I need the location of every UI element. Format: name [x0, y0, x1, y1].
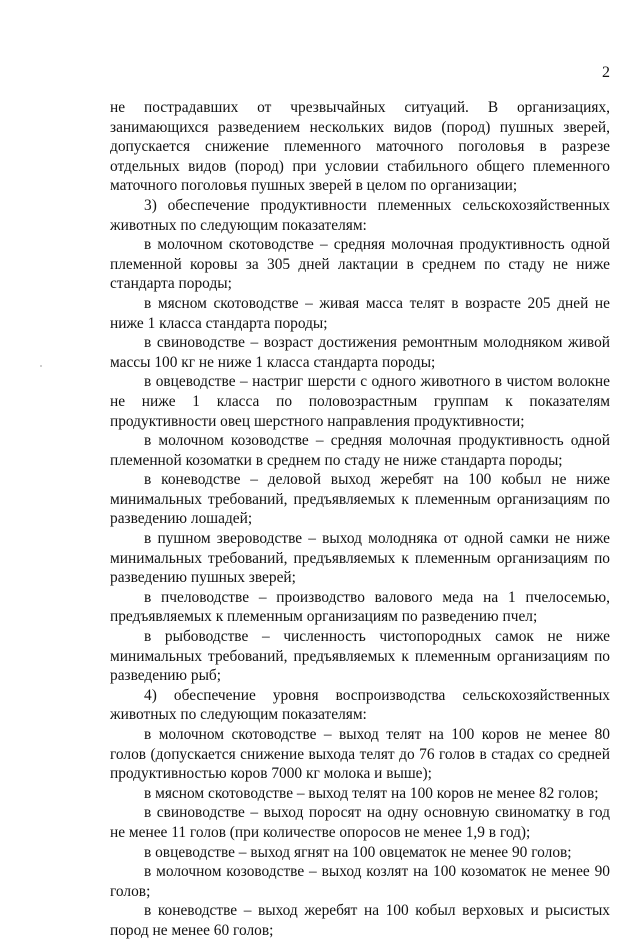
- document-body: [110, 98, 610, 941]
- paragraph: в овцеводстве – настриг шерсти с одного животного в чистом волокне не ниже 1 класса по половозрастным группам к показателям продуктивности овец шерстного направления продуктивности;: [110, 373, 610, 430]
- paragraph: 3) обеспечение продуктивности племенных сельскохозяйственных животных по следующим показателям:: [110, 196, 610, 234]
- paragraph: в пушном звероводстве – выход молодняка от одной самки не ниже минимальных требований, предъявляемых к племенным организациям по разведению пушных зверей;: [110, 530, 610, 587]
- paragraph: в молочном скотоводстве – выход телят на 100 коров не менее 80 голов (допускается снижение выхода телят до 76 голов в стадах со средней продуктивностью коров 7000 кг молока и выше);: [110, 726, 610, 783]
- page-number: 2: [602, 64, 610, 81]
- paragraph: в молочном козоводстве – средняя молочная продуктивность одной племенной козоматки в среднем по стаду не ниже стандарта породы;: [110, 432, 610, 469]
- paragraph: в мясном скотоводстве – выход телят на 100 коров не менее 82 голов;: [144, 784, 599, 802]
- paragraph: в молочном козоводстве – выход козлят на 100 козоматок не менее 90 голов;: [110, 863, 610, 900]
- paragraph: в свиноводстве – возраст достижения ремонтным молодняком живой массы 100 кг не ниже 1 класса стандарта породы;: [110, 334, 610, 371]
- paragraph: не пострадавших от чрезвычайных ситуаций. В организациях, занимающихся разведением нескольких видов (пород) пушных зверей, допускается снижение племенного маточного поголовья в разрезе отдельных видов (пород) при условии стабильного общего племенного маточного поголовья пушных зверей в целом по организации;: [110, 99, 610, 195]
- paragraph: в мясном скотоводстве – живая масса телят в возрасте 205 дней не ниже 1 класса стандарта породы;: [110, 294, 610, 332]
- paragraph: 4) обеспечение уровня воспроизводства сельскохозяйственных животных по следующим показателям:: [110, 686, 610, 724]
- paragraph: в коневодстве – выход жеребят на 100 кобыл верховых и рысистых пород не менее 60 голов;: [110, 902, 610, 939]
- paragraph: в свиноводстве – выход поросят на одну основную свиноматку в год не менее 11 голов (при количестве опоросов не менее 1,9 в год);: [110, 804, 610, 841]
- paragraph: в пчеловодстве – производство валового меда на 1 пчелосемью, предъявляемых к племенным организациям по разведению пчел;: [110, 588, 610, 626]
- paragraph: в коневодстве – деловой выход жеребят на 100 кобыл не ниже минимальных требований, предъявляемых к племенным организациям по разведению лошадей;: [110, 471, 610, 528]
- paragraph: в молочном скотоводстве – средняя молочная продуктивность одной племенной коровы за 305 дней лактации в среднем по стаду не ниже стандарта породы;: [110, 236, 610, 293]
- paragraph: в рыбоводстве – численность чистопородных самок не ниже минимальных требований, предъявляемых к племенным организациям по разведению рыб;: [110, 628, 610, 685]
- paragraph: в овцеводстве – выход ягнят на 100 овцематок не менее 90 голов;: [144, 843, 572, 861]
- scan-artifact-dot: [40, 365, 42, 367]
